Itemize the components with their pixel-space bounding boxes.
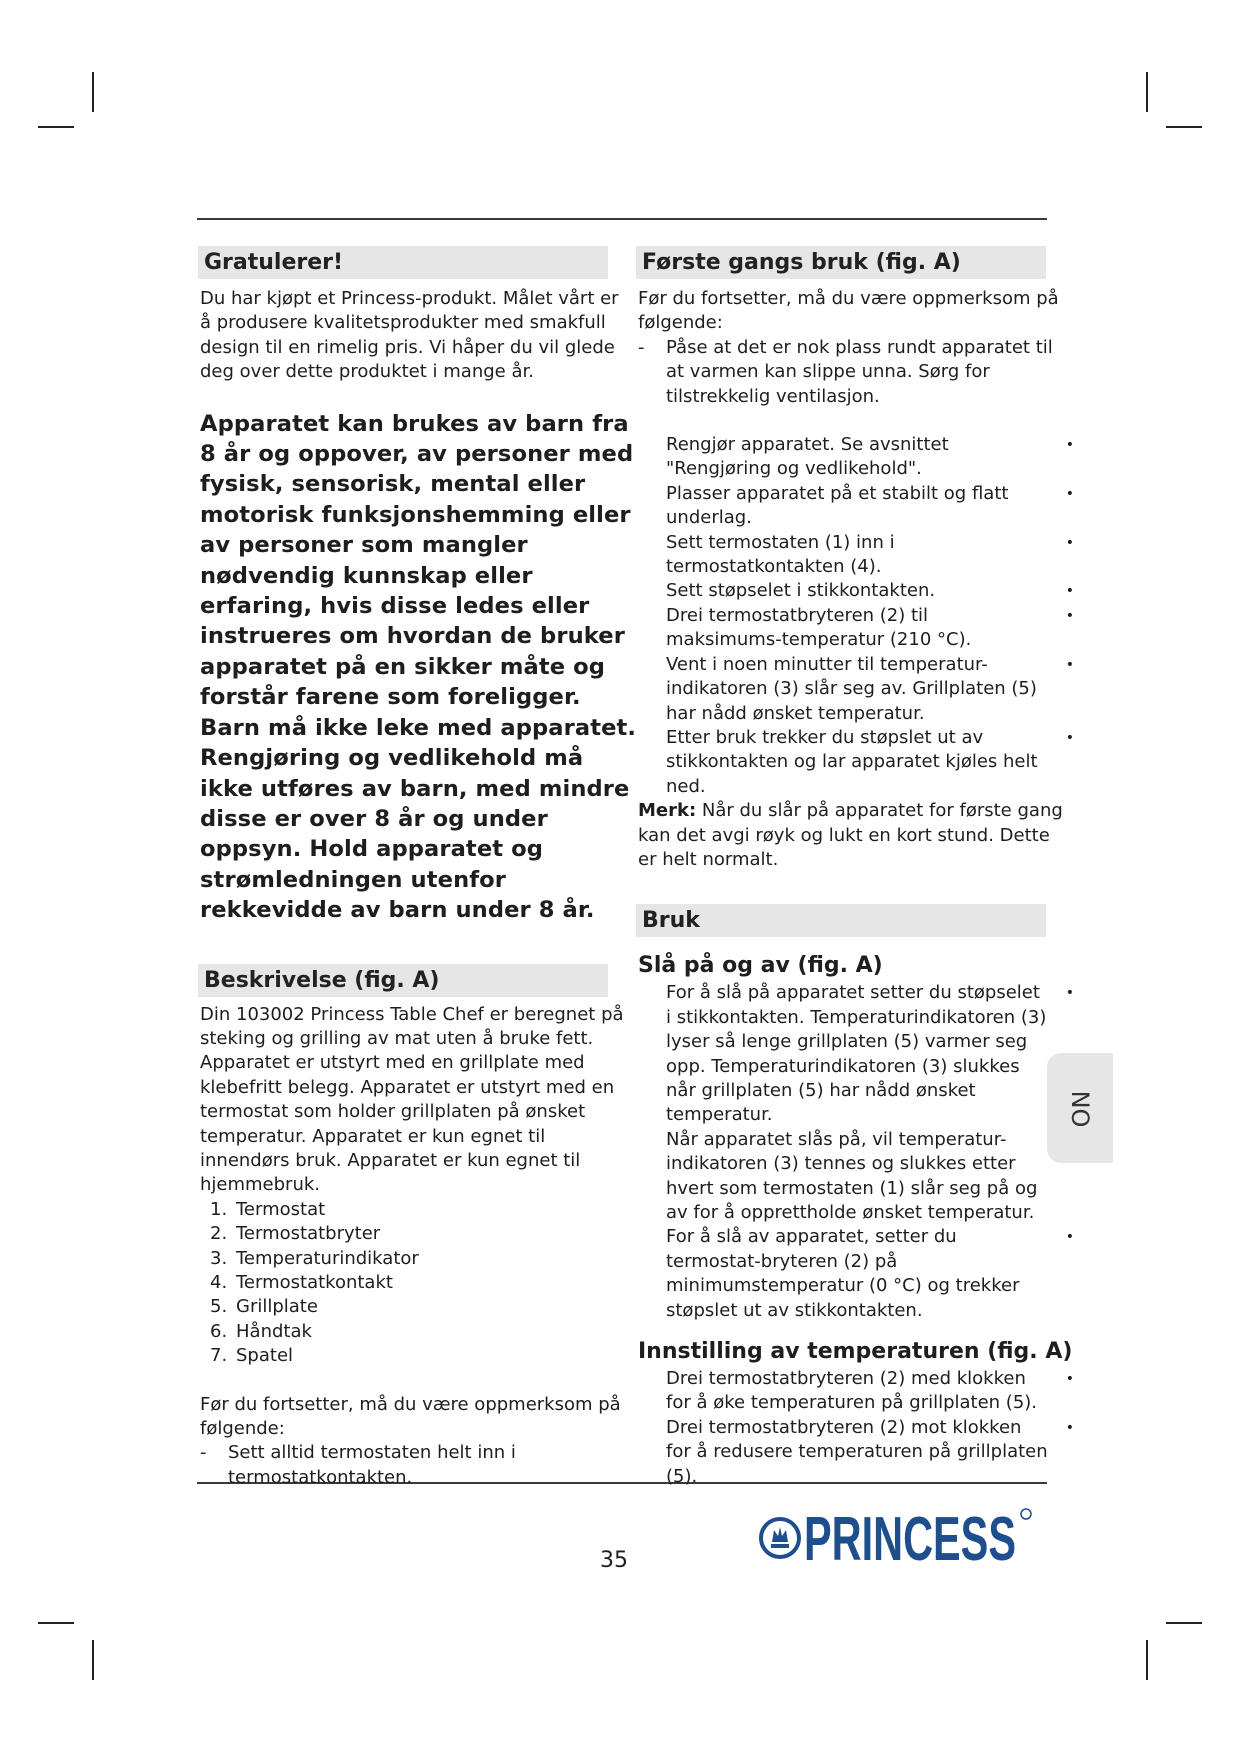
top-rule bbox=[197, 218, 1047, 220]
dash-item bbox=[200, 1441, 558, 1490]
before-use-note: Før du fortsetter, må du være oppmerksom på følgende: bbox=[200, 1393, 621, 1440]
crop-mark bbox=[92, 1640, 94, 1680]
crop-mark bbox=[92, 72, 94, 112]
crop-mark bbox=[1146, 1640, 1148, 1680]
list-item: 3. Temperaturindikator bbox=[210, 1247, 419, 1269]
safety-warning: Apparatet kan brukes av barn fra 8 år og oppover, av personer med fysisk, sensorisk, mental eller motorisk funksjonshemming eller av personer som mangler nødvendig kunnskap eller erfaring, hvis disse ledes eller instrueres om hvordan de bruker apparatet på en sikker måte og forstår farene som foreligger. Barn må ikke leke med apparatet. Rengjøring og vedlikehold må ikke utføres av barn, med mindre disse er over 8 år og under oppsyn. Hold apparatet og strømledningen utenfor rekkevidde av barn under 8 år. bbox=[200, 410, 637, 924]
parts-list bbox=[200, 1198, 640, 1369]
description-paragraph: Din 103002 Princess Table Chef er beregnet på steking og grilling av mat uten å bruke fett. Apparatet er utstyrt med en grillplate med klebefritt belegg. Apparatet er utstyrt med en termostat som holder grillplaten på ønsket temperatur. Apparatet er kun egnet til innendørs bruk. Apparatet er kun egnet til hjemmebruk. bbox=[200, 1003, 624, 1196]
crown-emblem-icon bbox=[761, 1519, 799, 1557]
subheading-temperature: Innstilling av temperaturen (fig. A) bbox=[638, 1339, 1073, 1365]
step-item: Sett termostaten (1) inn i termostatkontakten (4). • bbox=[666, 531, 1074, 578]
crop-mark bbox=[38, 1622, 74, 1624]
note-label: Merk: bbox=[638, 800, 697, 822]
section-heading-gratulerer: Gratulerer! bbox=[198, 246, 608, 279]
step-item: Når apparatet slås på, vil temperatur-indikatoren (3) tennes og slukkes etter hvert som termostaten (1) slår seg på og av for å opprettholde ønsket temperatur. bbox=[666, 1128, 1038, 1223]
right-column bbox=[638, 246, 1078, 1489]
section-heading-beskrivelse: Beskrivelse (fig. A) bbox=[198, 964, 608, 997]
subheading-on-off: Slå på og av (fig. A) bbox=[638, 953, 883, 979]
list-item: 5. Grillplate bbox=[210, 1296, 318, 1318]
page-number: 35 bbox=[600, 1548, 628, 1573]
dash-marker: - bbox=[200, 1442, 207, 1464]
step-item: Drei termostatbryteren (2) med klokken for å øke temperaturen på grillplaten (5). • bbox=[666, 1368, 1074, 1414]
crop-mark bbox=[38, 126, 74, 128]
dash-marker: - bbox=[638, 336, 645, 358]
princess-logo bbox=[758, 1498, 1038, 1576]
crop-mark bbox=[1166, 1622, 1202, 1624]
dash-item bbox=[638, 336, 1066, 409]
dash-item-text: Sett alltid termostaten helt inn i termostatkontakten. bbox=[228, 1442, 516, 1488]
section-heading-bruk: Bruk bbox=[636, 904, 1046, 937]
note-paragraph bbox=[638, 799, 1068, 872]
registered-mark-icon bbox=[1021, 1509, 1031, 1519]
section-heading-forste-gangs-bruk: Første gangs bruk (fig. A) bbox=[636, 246, 1046, 279]
left-column bbox=[200, 246, 640, 1490]
first-use-intro: Før du fortsetter, må du være oppmerksom på følgende: bbox=[638, 288, 1059, 334]
list-item: 2. Termostatbryter bbox=[210, 1223, 381, 1245]
logo-text: PRINCESS bbox=[804, 1505, 1016, 1574]
first-use-steps bbox=[638, 433, 1078, 799]
list-item: 7. Spatel bbox=[210, 1345, 294, 1367]
step-item: Drei termostatbryteren (2) til maksimums-temperatur (210 °C). • bbox=[666, 604, 1074, 651]
list-item: 1. Termostat bbox=[210, 1198, 326, 1220]
step-item: For å slå av apparatet, setter du termostat-bryteren (2) på minimumstemperatur (0 °C) og trekker støpslet ut av stikkontakten. • bbox=[666, 1226, 1074, 1321]
step-item: Etter bruk trekker du støpslet ut av stikkontakten og lar apparatet kjøles helt ned. • bbox=[666, 726, 1074, 797]
list-item: 6. Håndtak bbox=[210, 1320, 312, 1342]
intro-paragraph: Du har kjøpt et Princess-produkt. Målet vårt er å produsere kvalitetsprodukter med smakfull design til en rimelig pris. Vi håper du vil glede deg over dette produktet i mange år. bbox=[200, 288, 619, 383]
step-item: Vent i noen minutter til temperatur-indikatoren (3) slår seg av. Grillplaten (5) har nådd ønsket temperatur. • bbox=[666, 653, 1074, 724]
step-item: For å slå på apparatet setter du støpselet i stikkontakten. Temperaturindikatoren (3) lyser så lenge grillplaten (5) varmer seg opp. Temperaturindikatoren (3) slukkes når grillplaten (5) har nådd ønsket temperatur. • bbox=[666, 982, 1074, 1126]
temperature-steps bbox=[638, 1367, 1078, 1489]
step-item: Drei termostatbryteren (2) mot klokken for å redusere temperaturen på grillplaten (5). • bbox=[666, 1416, 1074, 1487]
step-item: Plasser apparatet på et stabilt og flatt underlag. • bbox=[666, 482, 1074, 529]
note-text: Når du slår på apparatet for første gang kan det avgi røyk og lukt en kort stund. Dette er helt normalt. bbox=[638, 800, 1063, 870]
dash-item-text: Påse at det er nok plass rundt apparatet til at varmen kan slippe unna. Sørg for tilstrekkelig ventilasjon. bbox=[666, 336, 1053, 407]
language-tab-label: NO bbox=[1066, 1090, 1094, 1128]
step-item: Sett støpselet i stikkontakten. • bbox=[666, 580, 1074, 602]
crop-mark bbox=[1166, 126, 1202, 128]
list-item: 4. Termostatkontakt bbox=[210, 1272, 393, 1293]
on-off-steps bbox=[638, 981, 1078, 1323]
step-item: Rengjør apparatet. Se avsnittet "Rengjøring og vedlikehold". • bbox=[666, 434, 1074, 480]
crop-mark bbox=[1146, 72, 1148, 112]
